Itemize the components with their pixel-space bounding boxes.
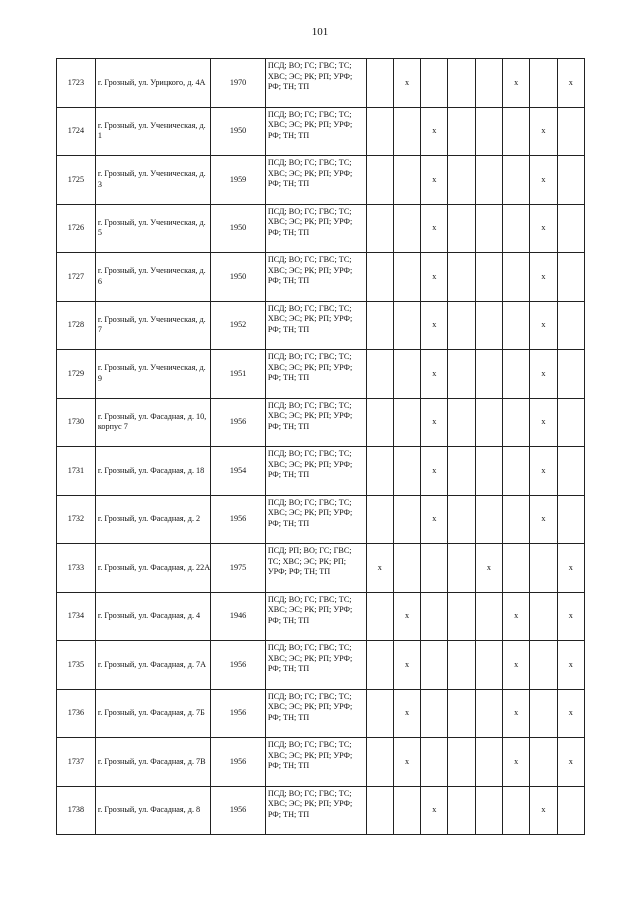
systems-list: ПСД; ВО; ГС; ГВС; ТС; ХВС; ЭС; РК; РП; УРФ; РФ; ТН; ТП <box>265 641 366 690</box>
mark-cell <box>393 253 420 302</box>
mark-cell <box>503 253 530 302</box>
mark-cell <box>393 447 420 496</box>
mark-cell <box>448 738 475 787</box>
systems-list: ПСД; ВО; ГС; ГВС; ТС; ХВС; ЭС; РК; РП; УРФ; РФ; ТН; ТП <box>265 253 366 302</box>
mark-cell <box>475 204 502 253</box>
address: г. Грозный, ул. Фасадная, д. 8 <box>95 786 210 835</box>
mark-cell <box>557 204 584 253</box>
mark-cell <box>448 253 475 302</box>
year-built: 1956 <box>211 738 266 787</box>
mark-cell <box>503 544 530 593</box>
mark-cell <box>503 350 530 399</box>
table-row <box>57 59 585 108</box>
table-row <box>57 204 585 253</box>
systems-list: ПСД; ВО; ГС; ГВС; ТС; ХВС; ЭС; РК; РП; УРФ; РФ; ТН; ТП <box>265 786 366 835</box>
mark-cell <box>448 641 475 690</box>
mark-cell <box>448 786 475 835</box>
systems-list: ПСД; ВО; ГС; ГВС; ТС; ХВС; ЭС; РК; РП; УРФ; РФ; ТН; ТП <box>265 156 366 205</box>
year-built: 1959 <box>211 156 266 205</box>
table-row <box>57 156 585 205</box>
mark-cell <box>557 398 584 447</box>
systems-list: ПСД; ВО; ГС; ГВС; ТС; ХВС; ЭС; РК; РП; УРФ; РФ; ТН; ТП <box>265 350 366 399</box>
mark-cell <box>448 59 475 108</box>
mark-cell: x <box>503 689 530 738</box>
mark-cell <box>557 495 584 544</box>
systems-list: ПСД; ВО; ГС; ГВС; ТС; ХВС; ЭС; РК; РП; УРФ; РФ; ТН; ТП <box>265 447 366 496</box>
mark-cell <box>366 786 393 835</box>
mark-cell <box>366 204 393 253</box>
mark-cell: x <box>366 544 393 593</box>
mark-cell <box>366 350 393 399</box>
mark-cell <box>421 544 448 593</box>
address: г. Грозный, ул. Урицкого, д. 4А <box>95 59 210 108</box>
mark-cell: x <box>530 786 557 835</box>
systems-list: ПСД; ВО; ГС; ГВС; ТС; ХВС; ЭС; РК; РП; УРФ; РФ; ТН; ТП <box>265 495 366 544</box>
address: г. Грозный, ул. Фасадная, д. 18 <box>95 447 210 496</box>
mark-cell: x <box>557 592 584 641</box>
mark-cell <box>475 107 502 156</box>
mark-cell <box>475 301 502 350</box>
mark-cell <box>475 592 502 641</box>
mark-cell <box>421 592 448 641</box>
mark-cell <box>503 301 530 350</box>
row-number: 1730 <box>57 398 96 447</box>
mark-cell <box>366 592 393 641</box>
mark-cell <box>475 641 502 690</box>
mark-cell <box>475 786 502 835</box>
mark-cell <box>393 398 420 447</box>
mark-cell: x <box>421 786 448 835</box>
mark-cell <box>393 107 420 156</box>
mark-cell <box>393 301 420 350</box>
address: г. Грозный, ул. Фасадная, д. 7Б <box>95 689 210 738</box>
row-number: 1732 <box>57 495 96 544</box>
address: г. Грозный, ул. Ученическая, д. 9 <box>95 350 210 399</box>
mark-cell: x <box>530 253 557 302</box>
mark-cell <box>366 447 393 496</box>
year-built: 1950 <box>211 204 266 253</box>
mark-cell: x <box>557 59 584 108</box>
mark-cell: x <box>530 398 557 447</box>
mark-cell <box>557 253 584 302</box>
buildings-table <box>56 58 585 835</box>
table-row <box>57 786 585 835</box>
mark-cell: x <box>421 495 448 544</box>
row-number: 1725 <box>57 156 96 205</box>
row-number: 1728 <box>57 301 96 350</box>
year-built: 1950 <box>211 253 266 302</box>
systems-list: ПСД; ВО; ГС; ГВС; ТС; ХВС; ЭС; РК; РП; УРФ; РФ; ТН; ТП <box>265 592 366 641</box>
mark-cell <box>475 59 502 108</box>
table-row <box>57 689 585 738</box>
mark-cell: x <box>557 641 584 690</box>
row-number: 1727 <box>57 253 96 302</box>
mark-cell <box>393 786 420 835</box>
year-built: 1954 <box>211 447 266 496</box>
table-row <box>57 447 585 496</box>
mark-cell: x <box>530 204 557 253</box>
address: г. Грозный, ул. Ученическая, д. 1 <box>95 107 210 156</box>
year-built: 1950 <box>211 107 266 156</box>
address: г. Грозный, ул. Фасадная, д. 7А <box>95 641 210 690</box>
table-row <box>57 301 585 350</box>
mark-cell <box>530 641 557 690</box>
mark-cell <box>448 495 475 544</box>
mark-cell: x <box>530 447 557 496</box>
mark-cell <box>530 544 557 593</box>
address: г. Грозный, ул. Фасадная, д. 10, корпус 7 <box>95 398 210 447</box>
mark-cell <box>421 689 448 738</box>
mark-cell <box>366 107 393 156</box>
address: г. Грозный, ул. Фасадная, д. 4 <box>95 592 210 641</box>
year-built: 1951 <box>211 350 266 399</box>
row-number: 1736 <box>57 689 96 738</box>
mark-cell <box>366 59 393 108</box>
mark-cell <box>503 786 530 835</box>
systems-list: ПСД; ВО; ГС; ГВС; ТС; ХВС; ЭС; РК; РП; УРФ; РФ; ТН; ТП <box>265 689 366 738</box>
mark-cell <box>366 641 393 690</box>
mark-cell <box>448 107 475 156</box>
mark-cell: x <box>421 253 448 302</box>
systems-list: ПСД; ВО; ГС; ГВС; ТС; ХВС; ЭС; РК; РП; УРФ; РФ; ТН; ТП <box>265 301 366 350</box>
year-built: 1956 <box>211 398 266 447</box>
mark-cell: x <box>503 641 530 690</box>
mark-cell: x <box>393 641 420 690</box>
row-number: 1731 <box>57 447 96 496</box>
mark-cell <box>366 156 393 205</box>
mark-cell <box>366 301 393 350</box>
address: г. Грозный, ул. Ученическая, д. 6 <box>95 253 210 302</box>
mark-cell <box>503 156 530 205</box>
mark-cell <box>366 738 393 787</box>
table-row <box>57 398 585 447</box>
mark-cell <box>448 204 475 253</box>
mark-cell <box>557 107 584 156</box>
mark-cell <box>366 495 393 544</box>
mark-cell <box>421 641 448 690</box>
mark-cell <box>393 495 420 544</box>
systems-list: ПСД; ВО; ГС; ГВС; ТС; ХВС; ЭС; РК; РП; УРФ; РФ; ТН; ТП <box>265 59 366 108</box>
row-number: 1735 <box>57 641 96 690</box>
address: г. Грозный, ул. Ученическая, д. 3 <box>95 156 210 205</box>
mark-cell <box>475 398 502 447</box>
mark-cell: x <box>393 59 420 108</box>
mark-cell <box>448 398 475 447</box>
mark-cell: x <box>557 738 584 787</box>
row-number: 1729 <box>57 350 96 399</box>
mark-cell <box>475 689 502 738</box>
table-row <box>57 495 585 544</box>
mark-cell: x <box>421 301 448 350</box>
mark-cell <box>393 204 420 253</box>
mark-cell: x <box>503 59 530 108</box>
year-built: 1946 <box>211 592 266 641</box>
table-row <box>57 253 585 302</box>
mark-cell <box>475 350 502 399</box>
mark-cell: x <box>530 156 557 205</box>
mark-cell <box>475 738 502 787</box>
mark-cell: x <box>530 350 557 399</box>
mark-cell <box>475 156 502 205</box>
mark-cell: x <box>393 689 420 738</box>
mark-cell <box>503 204 530 253</box>
mark-cell <box>393 350 420 399</box>
table-body <box>57 59 585 835</box>
mark-cell <box>503 495 530 544</box>
mark-cell: x <box>393 738 420 787</box>
mark-cell: x <box>421 156 448 205</box>
systems-list: ПСД; ВО; ГС; ГВС; ТС; ХВС; ЭС; РК; РП; УРФ; РФ; ТН; ТП <box>265 398 366 447</box>
systems-list: ПСД; ВО; ГС; ГВС; ТС; ХВС; ЭС; РК; РП; УРФ; РФ; ТН; ТП <box>265 204 366 253</box>
mark-cell <box>366 689 393 738</box>
mark-cell: x <box>421 350 448 399</box>
mark-cell <box>448 689 475 738</box>
table-row <box>57 107 585 156</box>
mark-cell <box>557 447 584 496</box>
mark-cell <box>557 301 584 350</box>
mark-cell: x <box>393 592 420 641</box>
mark-cell <box>530 738 557 787</box>
page-number: 101 <box>311 26 329 38</box>
mark-cell <box>366 398 393 447</box>
mark-cell <box>448 350 475 399</box>
year-built: 1956 <box>211 495 266 544</box>
address: г. Грозный, ул. Ученическая, д. 7 <box>95 301 210 350</box>
mark-cell <box>448 544 475 593</box>
row-number: 1726 <box>57 204 96 253</box>
mark-cell <box>448 592 475 641</box>
year-built: 1975 <box>211 544 266 593</box>
address: г. Грозный, ул. Фасадная, д. 22А <box>95 544 210 593</box>
mark-cell <box>393 544 420 593</box>
mark-cell <box>503 107 530 156</box>
mark-cell <box>530 689 557 738</box>
mark-cell: x <box>475 544 502 593</box>
mark-cell <box>448 301 475 350</box>
year-built: 1956 <box>211 786 266 835</box>
mark-cell <box>448 447 475 496</box>
mark-cell: x <box>421 398 448 447</box>
row-number: 1733 <box>57 544 96 593</box>
mark-cell <box>421 59 448 108</box>
systems-list: ПСД; ВО; ГС; ГВС; ТС; ХВС; ЭС; РК; РП; УРФ; РФ; ТН; ТП <box>265 738 366 787</box>
row-number: 1738 <box>57 786 96 835</box>
mark-cell <box>366 253 393 302</box>
mark-cell <box>448 156 475 205</box>
mark-cell: x <box>421 107 448 156</box>
table-row <box>57 738 585 787</box>
mark-cell: x <box>421 447 448 496</box>
table-row <box>57 592 585 641</box>
mark-cell <box>421 738 448 787</box>
mark-cell <box>557 156 584 205</box>
address: г. Грозный, ул. Фасадная, д. 7В <box>95 738 210 787</box>
row-number: 1723 <box>57 59 96 108</box>
year-built: 1952 <box>211 301 266 350</box>
mark-cell <box>475 495 502 544</box>
systems-list: ПСД; РП; ВО; ГС; ГВС; ТС; ХВС; ЭС; РК; РП; УРФ; РФ; ТН; ТП <box>265 544 366 593</box>
mark-cell: x <box>557 544 584 593</box>
address: г. Грозный, ул. Фасадная, д. 2 <box>95 495 210 544</box>
year-built: 1970 <box>211 59 266 108</box>
row-number: 1734 <box>57 592 96 641</box>
mark-cell: x <box>557 689 584 738</box>
mark-cell <box>530 59 557 108</box>
mark-cell <box>557 786 584 835</box>
mark-cell: x <box>530 107 557 156</box>
address: г. Грозный, ул. Ученическая, д. 5 <box>95 204 210 253</box>
table-row <box>57 544 585 593</box>
table-row <box>57 350 585 399</box>
mark-cell <box>503 398 530 447</box>
mark-cell <box>393 156 420 205</box>
mark-cell <box>475 253 502 302</box>
row-number: 1724 <box>57 107 96 156</box>
mark-cell <box>503 447 530 496</box>
year-built: 1956 <box>211 689 266 738</box>
row-number: 1737 <box>57 738 96 787</box>
year-built: 1956 <box>211 641 266 690</box>
mark-cell: x <box>421 204 448 253</box>
mark-cell <box>530 592 557 641</box>
mark-cell: x <box>530 495 557 544</box>
systems-list: ПСД; ВО; ГС; ГВС; ТС; ХВС; ЭС; РК; РП; УРФ; РФ; ТН; ТП <box>265 107 366 156</box>
table-row <box>57 641 585 690</box>
mark-cell: x <box>530 301 557 350</box>
mark-cell <box>475 447 502 496</box>
mark-cell <box>557 350 584 399</box>
mark-cell: x <box>503 592 530 641</box>
mark-cell: x <box>503 738 530 787</box>
